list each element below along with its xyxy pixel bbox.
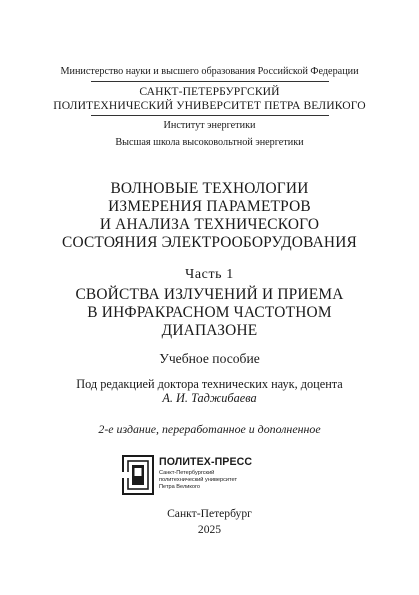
institute-name: Институт энергетики xyxy=(163,120,256,131)
book-title-line: ВОЛНОВЫЕ ТЕХНОЛОГИИ xyxy=(110,180,309,197)
header-divider-top xyxy=(91,81,329,82)
ministry-line: Министерство науки и высшего образования Российской Федерации xyxy=(60,66,359,77)
part-subtitle-line: ДИАПАЗОНЕ xyxy=(161,322,258,339)
editor-line: Под редакцией доктора технических наук, доцента xyxy=(76,377,343,391)
imprint-year: 2025 xyxy=(197,523,222,536)
publisher-logo xyxy=(122,455,292,499)
part-subtitle-line: В ИНФРАКРАСНОМ ЧАСТОТНОМ xyxy=(87,304,332,321)
header-divider-bottom xyxy=(91,115,329,116)
book-title-line: СОСТОЯНИЯ ЭЛЕКТРООБОРУДОВАНИЯ xyxy=(61,234,357,251)
book-title-line: ИЗМЕРЕНИЯ ПАРАМЕТРОВ xyxy=(108,198,311,215)
politech-press-logo-icon xyxy=(122,455,154,495)
university-name-line2: ПОЛИТЕХНИЧЕСКИЙ УНИВЕРСИТЕТ ПЕТРА ВЕЛИКОГО xyxy=(53,99,366,112)
book-type: Учебное пособие xyxy=(159,351,260,366)
edition-note: 2-е издание, переработанное и дополненное xyxy=(98,422,321,436)
university-name-line1: САНКТ-ПЕТЕРБУРГСКИЙ xyxy=(139,85,280,98)
part-subtitle-line: СВОЙСТВА ИЗЛУЧЕНИЙ И ПРИЕМА xyxy=(75,286,344,303)
publisher-name: ПОЛИТЕХ-ПРЕСС xyxy=(159,456,253,468)
publisher-subline: политехнический университет xyxy=(159,477,238,483)
publisher-subline: Петра Великого xyxy=(159,484,200,490)
imprint-city: Санкт-Петербург xyxy=(167,507,252,520)
publisher-subline: Санкт-Петербургский xyxy=(159,470,215,476)
school-name: Высшая школа высоковольтной энергетики xyxy=(115,137,304,148)
editor-name: А. И. Таджибаева xyxy=(162,391,257,405)
book-title-line: И АНАЛИЗА ТЕХНИЧЕСКОГО xyxy=(99,216,320,233)
part-label: Часть 1 xyxy=(185,267,234,282)
